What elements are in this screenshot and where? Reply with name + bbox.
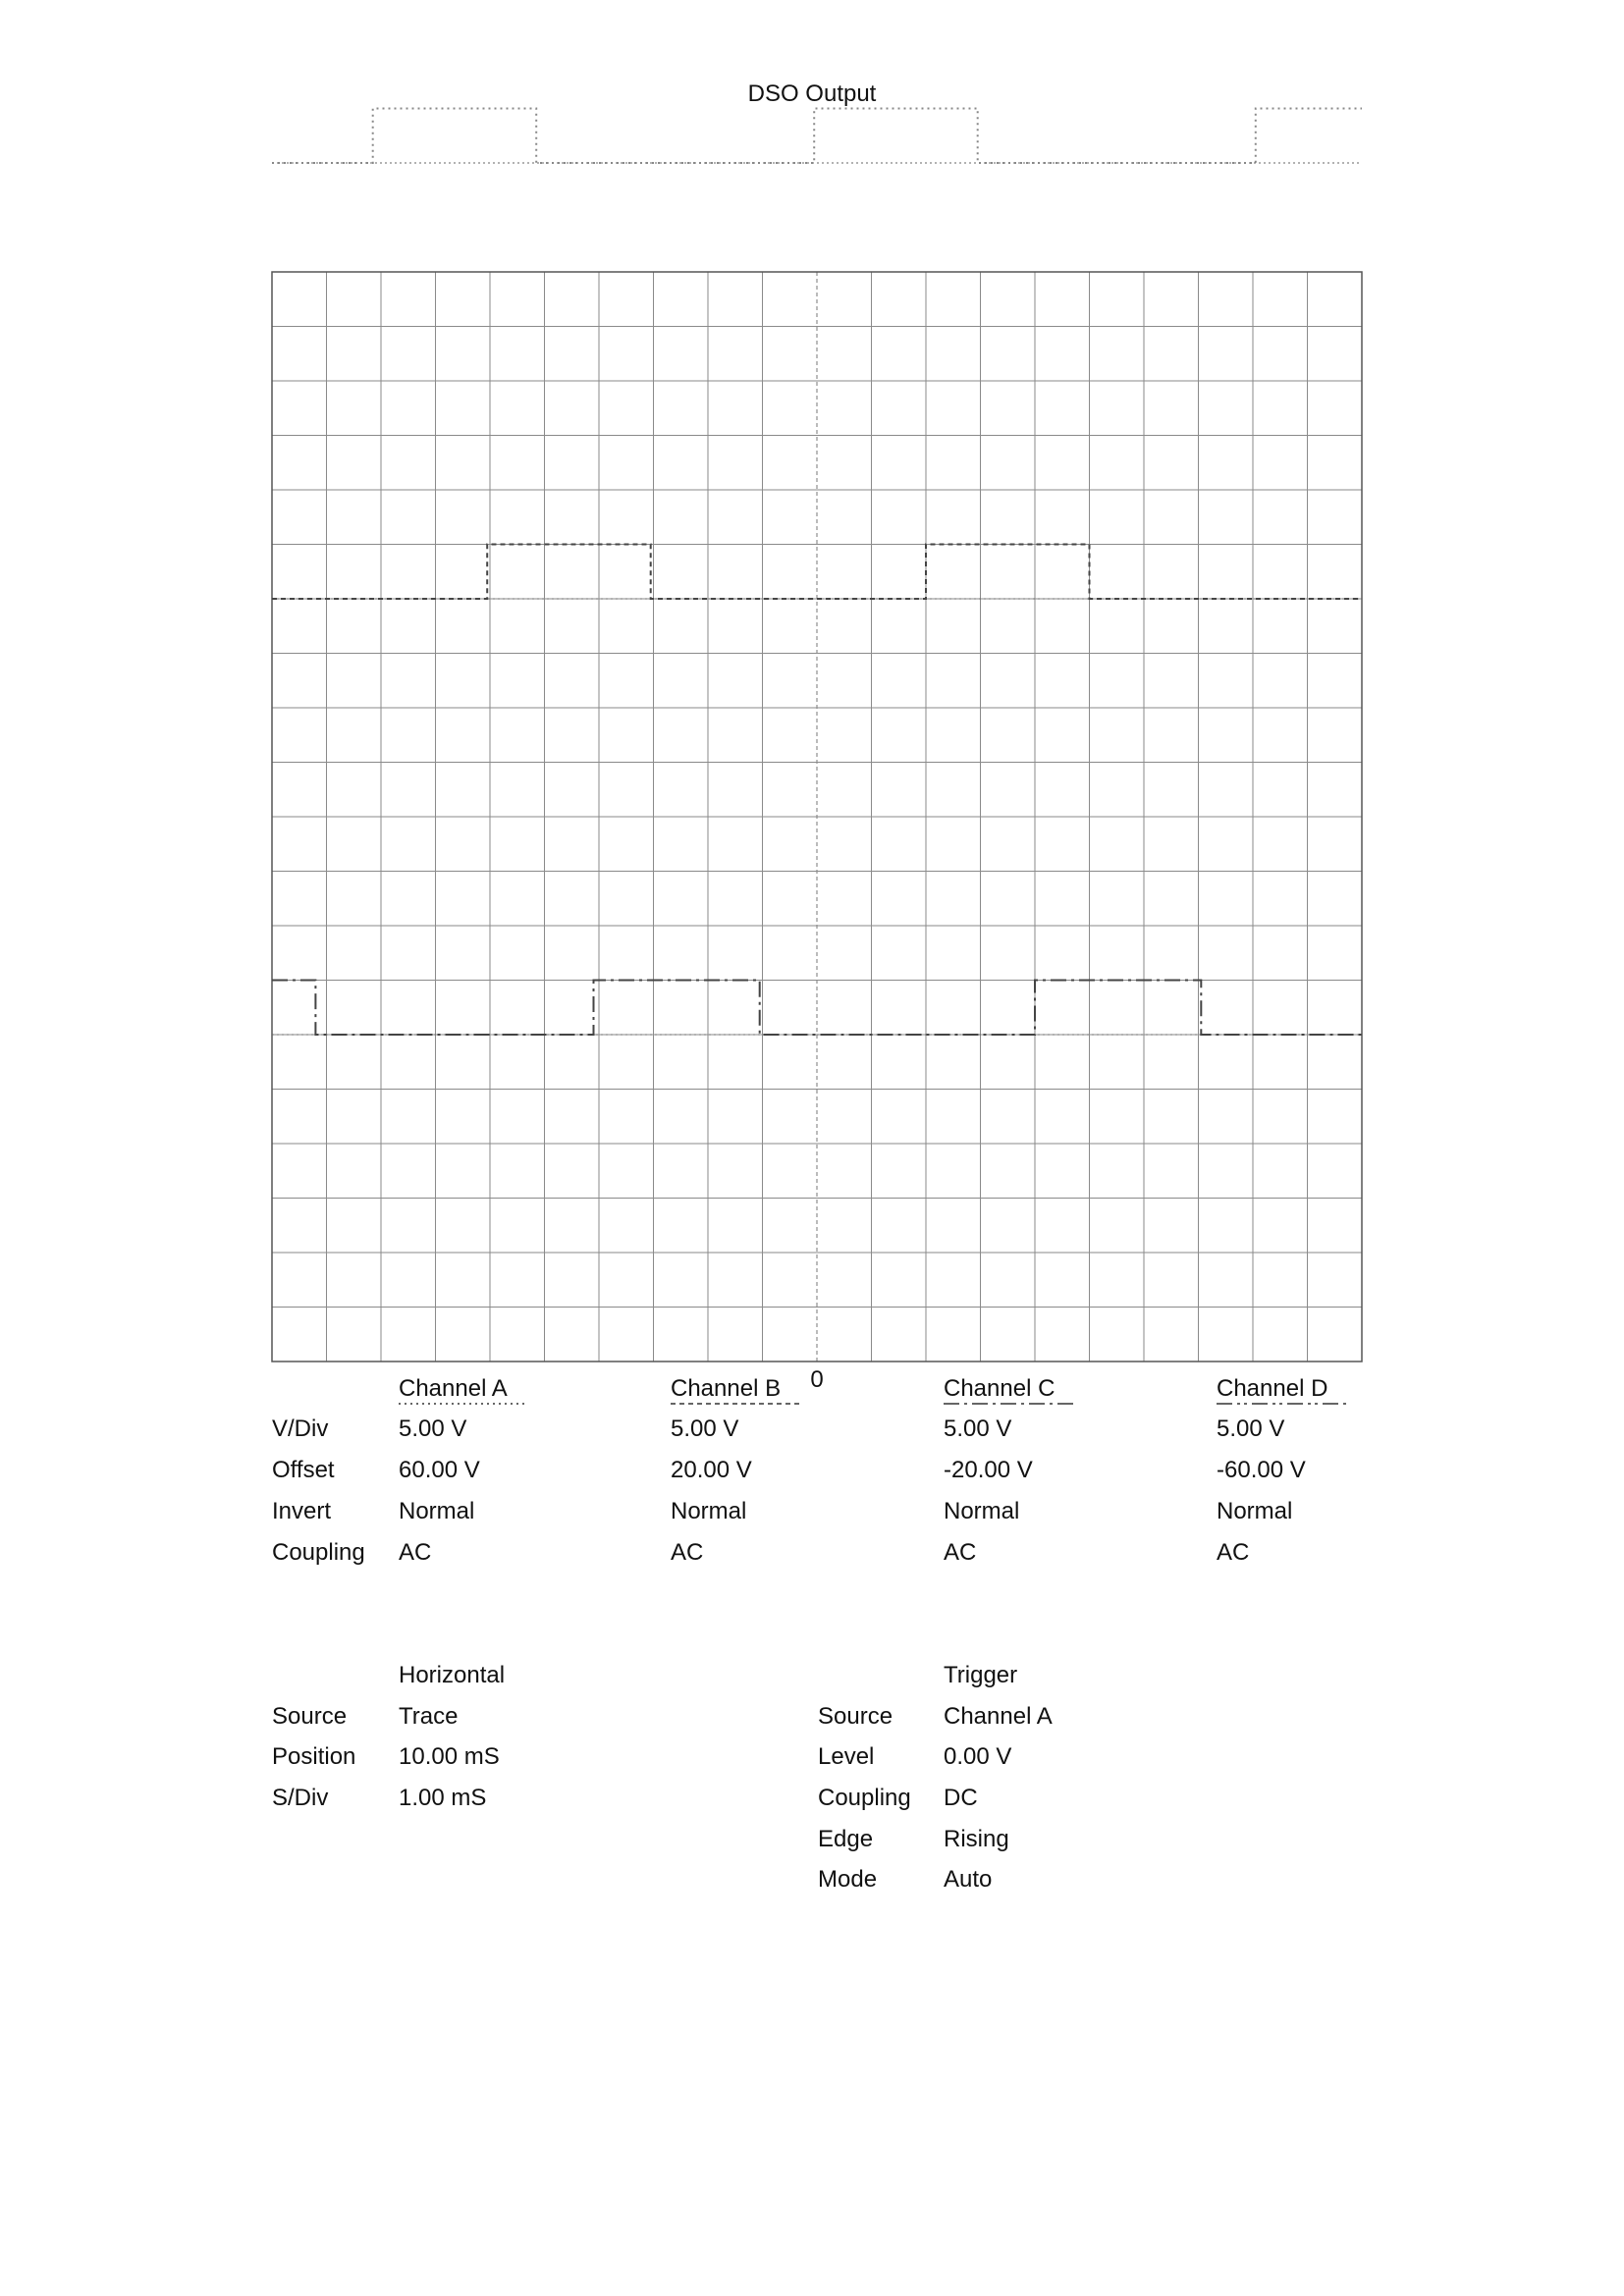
trigger-mode-label: Mode — [818, 1866, 878, 1893]
channel-a-vdiv: 5.00 V — [399, 1415, 467, 1442]
channel-a-name: Channel A — [399, 1375, 508, 1402]
channel-b-coupling: AC — [671, 1539, 704, 1566]
channel-c-offset: -20.00 V — [944, 1457, 1033, 1483]
ch-row-label-invert: Invert — [272, 1498, 332, 1524]
channel-a-trace — [272, 109, 1362, 164]
channel-c-invert: Normal — [944, 1498, 1020, 1524]
trigger-mode-value: Auto — [944, 1866, 993, 1893]
horizontal-sdiv-label: S/Div — [272, 1785, 329, 1811]
channel-d-name: Channel D — [1217, 1375, 1328, 1402]
horizontal-position-value: 10.00 mS — [399, 1743, 500, 1770]
trigger-source-value: Channel A — [944, 1703, 1053, 1730]
trigger-level-label: Level — [818, 1743, 875, 1770]
ch-row-label-vdiv: V/Div — [272, 1415, 329, 1442]
channel-b-invert: Normal — [671, 1498, 747, 1524]
channel-c-coupling: AC — [944, 1539, 977, 1566]
trigger-level-value: 0.00 V — [944, 1743, 1012, 1770]
channel-d-offset: -60.00 V — [1217, 1457, 1306, 1483]
x-center-label: 0 — [810, 1366, 824, 1393]
trigger-coupling-value: DC — [944, 1785, 978, 1811]
channel-b-name: Channel B — [671, 1375, 782, 1402]
ch-row-label-offset: Offset — [272, 1457, 335, 1483]
channel-d-invert: Normal — [1217, 1498, 1293, 1524]
channel-a-coupling: AC — [399, 1539, 432, 1566]
channel-d-vdiv: 5.00 V — [1217, 1415, 1285, 1442]
channel-b-offset: 20.00 V — [671, 1457, 752, 1483]
horizontal-source-value: Trace — [399, 1703, 459, 1730]
channel-b-vdiv: 5.00 V — [671, 1415, 739, 1442]
horizontal-position-label: Position — [272, 1743, 356, 1770]
trigger-edge-label: Edge — [818, 1826, 874, 1852]
channel-c-name: Channel C — [944, 1375, 1056, 1402]
channel-a-invert: Normal — [399, 1498, 475, 1524]
horizontal-source-label: Source — [272, 1703, 348, 1730]
channel-d-coupling: AC — [1217, 1539, 1250, 1566]
channel-a-offset: 60.00 V — [399, 1457, 480, 1483]
horizontal-sdiv-value: 1.00 mS — [399, 1785, 487, 1811]
horizontal-heading: Horizontal — [399, 1662, 506, 1688]
trigger-heading: Trigger — [944, 1662, 1018, 1688]
trigger-coupling-label: Coupling — [818, 1785, 911, 1811]
channel-c-vdiv: 5.00 V — [944, 1415, 1012, 1442]
trigger-edge-value: Rising — [944, 1826, 1009, 1852]
page-title: DSO Output — [747, 80, 877, 107]
trigger-source-label: Source — [818, 1703, 893, 1730]
ch-row-label-coupling: Coupling — [272, 1539, 365, 1566]
